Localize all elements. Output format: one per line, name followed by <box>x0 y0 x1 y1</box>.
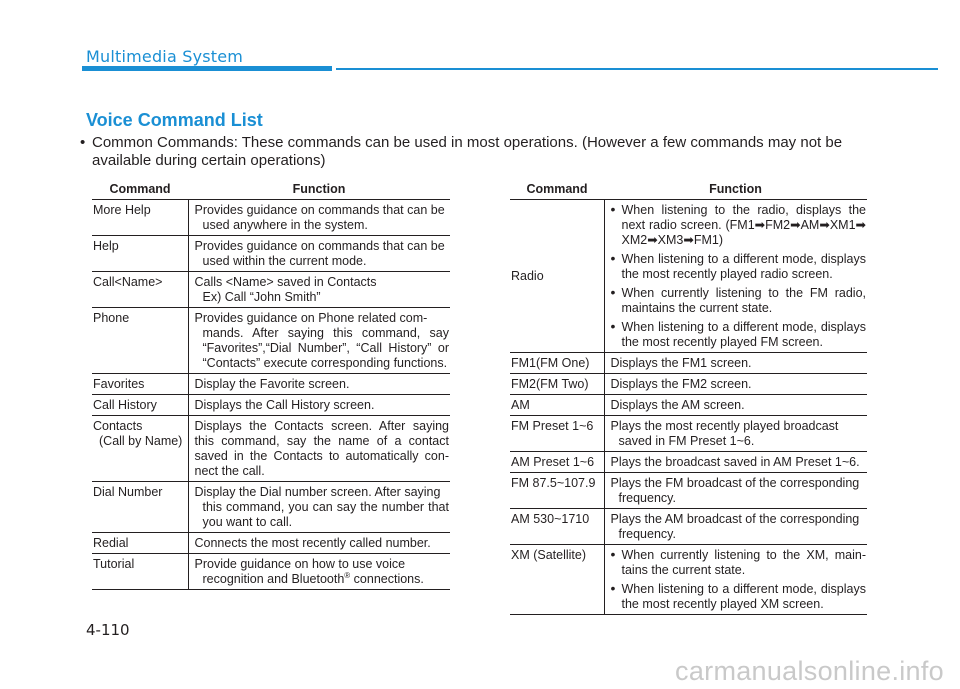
function-cell: Calls <Name> saved in Contacts Ex) Call “John Smith” <box>188 272 450 308</box>
right-command-table <box>510 180 867 615</box>
watermark: carmanualsonline.info <box>675 656 944 686</box>
command-cell: AM <box>510 395 604 416</box>
command-cell: Radio <box>510 200 604 353</box>
table-row <box>92 482 450 533</box>
command-cell: Favorites <box>92 374 188 395</box>
bullet-icon: • <box>80 134 86 151</box>
function-cell: Provides guidance on Phone related com- mands. After saying this command, say “Favorites”,“Dial Number”, “Call History” or “Contacts” execute corresponding functions. <box>188 308 450 374</box>
function-cell: Displays the FM1 screen. <box>604 353 867 374</box>
list-item: • When currently listening to the XM, main- tains the current state. <box>610 546 866 577</box>
header-accent-bar <box>82 66 332 71</box>
function-cell: Connects the most recently called number. <box>188 533 450 554</box>
function-cell: Plays the most recently played broadcast saved in FM Preset 1~6. <box>604 416 867 452</box>
table-header-row <box>510 180 867 200</box>
intro-paragraph <box>80 134 880 170</box>
function-cell: Displays the Contacts screen. After saying this command, say the name of a contact saved in the Contacts to automatically con- nect the call. <box>188 416 450 482</box>
function-cell: Display the Dial number screen. After saying this command, you can say the number that you want to call. <box>188 482 450 533</box>
command-cell: FM1(FM One) <box>510 353 604 374</box>
function-cell: Displays the FM2 screen. <box>604 374 867 395</box>
command-cell: Tutorial <box>92 554 188 590</box>
command-cell: Dial Number <box>92 482 188 533</box>
command-cell: FM Preset 1~6 <box>510 416 604 452</box>
function-cell: Provides guidance on commands that can be used within the current mode. <box>188 236 450 272</box>
function-cell <box>604 545 867 615</box>
table-row <box>510 353 867 374</box>
function-cell: Plays the AM broadcast of the corresponding frequency. <box>604 509 867 545</box>
table-row <box>510 200 867 353</box>
column-header-command: Command <box>92 180 188 200</box>
bullet-list <box>611 203 867 350</box>
table-row <box>92 308 450 374</box>
bullet-icon: • <box>610 546 616 562</box>
function-cell: Displays the AM screen. <box>604 395 867 416</box>
command-cell: Call<Name> <box>92 272 188 308</box>
header-rule <box>336 68 938 70</box>
command-cell: Help <box>92 236 188 272</box>
list-item: • When currently listening to the FM radio, maintains the current state. <box>610 284 866 315</box>
table-row <box>92 236 450 272</box>
bullet-icon: • <box>610 318 616 334</box>
list-item: • When listening to a different mode, displays the most recently played XM screen. <box>610 580 866 611</box>
table-header-row <box>92 180 450 200</box>
column-header-command: Command <box>510 180 604 200</box>
bullet-icon: • <box>610 580 616 596</box>
list-item: • When listening to the radio, displays the next radio screen. (FM1➡FM2➡AM➡XM1➡ XM2➡XM3➡FM1) <box>610 201 866 247</box>
command-cell: Contacts (Call by Name) <box>92 416 188 482</box>
table-row <box>92 374 450 395</box>
command-cell: Redial <box>92 533 188 554</box>
table-row <box>510 395 867 416</box>
function-cell: Plays the FM broadcast of the corresponding frequency. <box>604 473 867 509</box>
table-row <box>92 200 450 236</box>
list-item: • When listening to a different mode, displays the most recently played radio screen. <box>610 250 866 281</box>
table-row <box>510 509 867 545</box>
function-cell: Plays the broadcast saved in AM Preset 1~6. <box>604 452 867 473</box>
list-item: • When listening to a different mode, displays the most recently played FM screen. <box>610 318 866 349</box>
bullet-icon: • <box>610 250 616 266</box>
function-cell: Provides guidance on commands that can be used anywhere in the system. <box>188 200 450 236</box>
function-cell <box>604 200 867 353</box>
table-row <box>92 554 450 590</box>
column-header-function: Function <box>188 180 450 200</box>
table-row <box>510 416 867 452</box>
command-cell: AM Preset 1~6 <box>510 452 604 473</box>
table-row <box>510 545 867 615</box>
function-cell: Displays the Call History screen. <box>188 395 450 416</box>
command-cell: More Help <box>92 200 188 236</box>
section-header: Multimedia System <box>86 47 244 66</box>
page-number: 4-110 <box>86 621 130 639</box>
table-row <box>92 272 450 308</box>
bullet-icon: • <box>610 284 616 300</box>
table-row <box>510 452 867 473</box>
command-cell: Call History <box>92 395 188 416</box>
function-cell: Provide guidance on how to use voice recognition and Bluetooth® connections. <box>188 554 450 590</box>
intro-line-2: available during certain operations) <box>92 152 326 169</box>
table-row <box>92 416 450 482</box>
column-header-function: Function <box>604 180 867 200</box>
table-row <box>510 374 867 395</box>
intro-line-1: Common Commands: These commands can be used in most operations. (However a few commands may not be <box>92 134 843 151</box>
bullet-icon: • <box>610 201 616 217</box>
command-cell: Phone <box>92 308 188 374</box>
table-row <box>92 533 450 554</box>
table-row <box>510 473 867 509</box>
registered-mark: ® <box>344 570 351 580</box>
table-row <box>92 395 450 416</box>
command-cell: XM (Satellite) <box>510 545 604 615</box>
bullet-list <box>611 548 867 612</box>
left-command-table <box>92 180 450 590</box>
function-cell: Display the Favorite screen. <box>188 374 450 395</box>
command-cell: FM2(FM Two) <box>510 374 604 395</box>
command-cell: AM 530~1710 <box>510 509 604 545</box>
page-title: Voice Command List <box>86 110 263 130</box>
command-cell: FM 87.5~107.9 <box>510 473 604 509</box>
